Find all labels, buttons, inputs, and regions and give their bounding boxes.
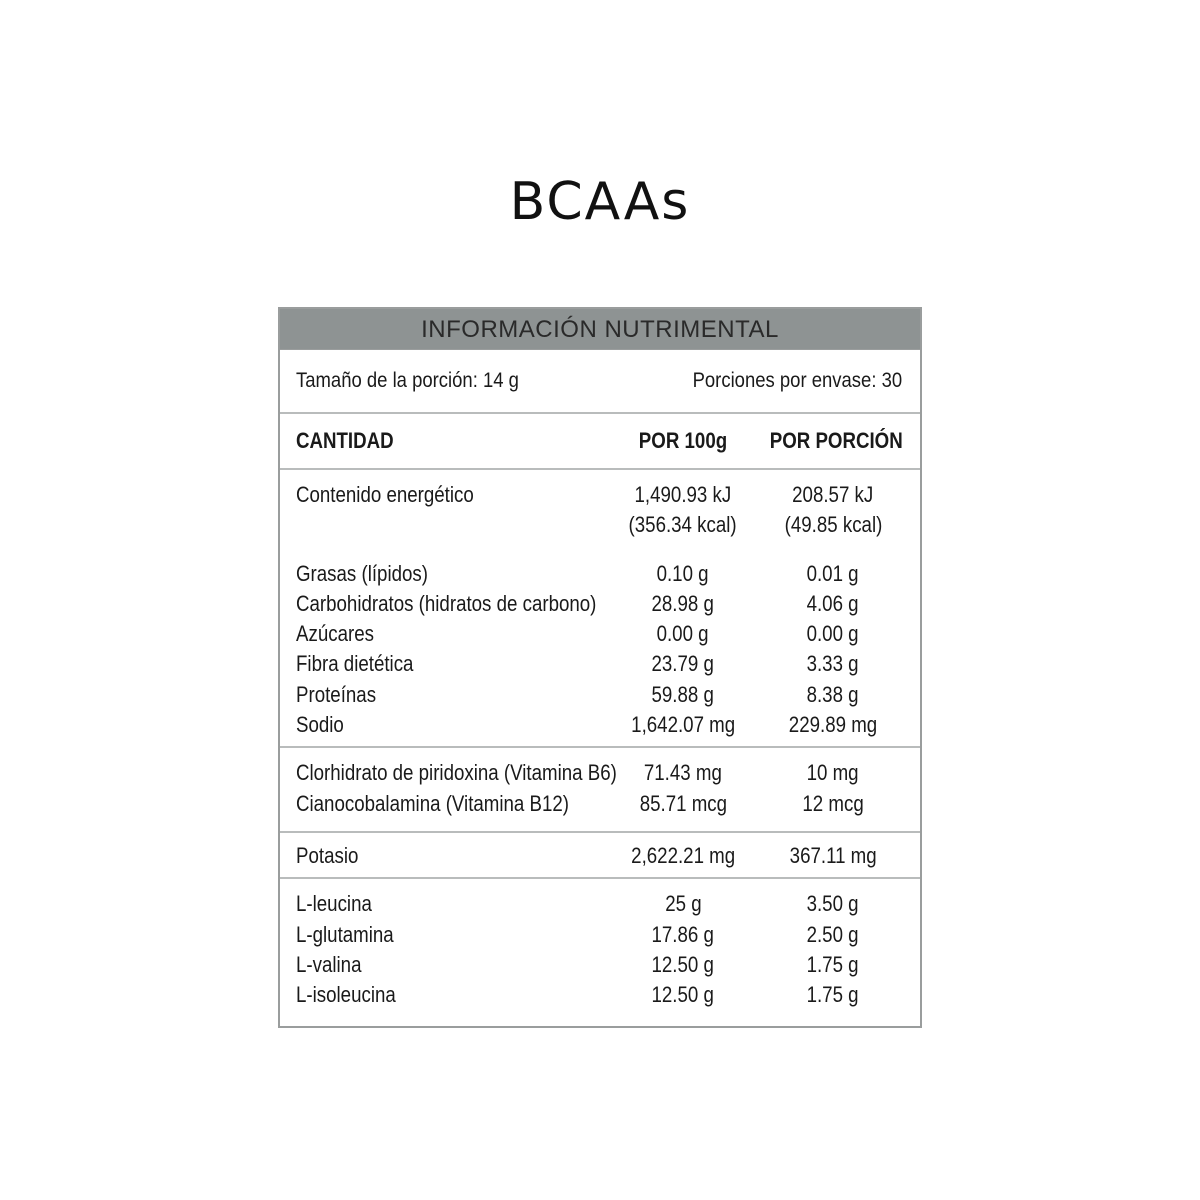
nutrient-name: Carbohidratos (hidratos de carbono) [296,590,597,616]
nutrient-row-potassium [280,841,920,871]
nutrient-row-carbohydrates [280,589,920,619]
energy-macros-section [280,470,920,748]
nutrient-per-serving: 2.50 g [806,921,859,947]
nutrient-per-serving: 8.38 g [806,681,859,707]
nutrient-row-l-glutamine [280,920,920,950]
nutrient-per-100g: 2,622.21 mg [631,842,735,868]
nutrient-row-l-valine [280,950,920,980]
nutrient-per-serving: 229.89 mg [788,712,878,738]
minerals-section [280,833,920,879]
serving-size: Tamaño de la porción: 14 g [296,369,519,392]
nutrient-name: Cianocobalamina (Vitamina B12) [296,790,570,816]
energy-per-100g-kj: 1,490.93 kJ [634,482,732,507]
nutrient-name: Potasio [296,842,359,868]
nutrient-per-serving: 0.00 g [806,621,859,647]
nutrient-per-serving: 1.75 g [806,951,859,977]
column-header-per-100g: POR 100g [638,428,728,453]
nutrient-per-serving: 367.11 mg [789,842,877,868]
energy-per-serving-kcal: (49.85 kcal) [784,512,882,538]
column-headers [280,414,920,470]
nutrient-row-fats [280,559,920,589]
energy-per-serving-kj: 208.57 kJ [792,482,874,507]
nutrient-row-sodium [280,710,920,740]
nutrient-per-100g: 12.50 g [651,951,715,977]
nutrient-name: Grasas (lípidos) [296,560,428,586]
nutrient-name: Contenido energético [296,482,474,507]
amino-acids-section [280,879,920,1026]
nutrient-per-100g: 0.10 g [656,560,709,586]
nutrient-per-100g: 71.43 mg [644,760,722,786]
nutrient-name: Clorhidrato de piridoxina (Vitamina B6) [296,760,617,786]
nutrient-per-serving: 0.01 g [806,560,859,586]
energy-row [280,480,920,541]
nutrient-row-vitamin-b6 [280,758,920,788]
nutrient-name: L-leucina [296,891,372,917]
nutrient-row-l-leucine [280,889,920,919]
column-header-per-serving: POR PORCIÓN [769,428,903,453]
serving-info [280,350,920,414]
nutrient-name: L-valina [296,951,362,977]
product-title: BCAAs [509,172,691,232]
nutrient-per-100g: 59.88 g [651,681,715,707]
nutrient-per-serving: 12 mcg [802,790,864,816]
nutrient-name: Fibra dietética [296,651,414,677]
nutrient-per-serving: 3.50 g [806,891,859,917]
nutrient-row-fiber [280,649,920,679]
nutrient-name: Azúcares [296,621,374,647]
nutrient-name: Proteínas [296,681,377,707]
nutrition-header: INFORMACIÓN NUTRIMENTAL [280,309,920,350]
nutrient-per-serving: 1.75 g [806,982,859,1008]
nutrient-row-sugars [280,619,920,649]
nutrient-name: L-isoleucina [296,982,396,1008]
nutrient-name: L-glutamina [296,921,394,947]
nutrient-per-100g: 17.86 g [651,921,715,947]
energy-per-100g-kcal: (356.34 kcal) [628,512,738,538]
nutrient-per-100g: 1,642.07 mg [631,712,735,738]
nutrient-per-100g: 25 g [664,891,702,917]
nutrient-per-100g: 85.71 mcg [639,790,727,816]
nutrient-per-serving: 3.33 g [806,651,859,677]
vitamins-section [280,748,920,833]
nutrient-per-serving: 10 mg [807,760,859,786]
servings-per-container: Porciones por envase: 30 [692,369,902,392]
nutrient-name: Sodio [296,712,344,738]
nutrient-row-vitamin-b12 [280,789,920,819]
nutrition-facts-table [278,307,922,1028]
nutrient-row-protein [280,680,920,710]
nutrient-per-100g: 28.98 g [651,590,715,616]
nutrient-row-l-isoleucine [280,980,920,1010]
nutrient-per-100g: 23.79 g [651,651,715,677]
nutrient-per-serving: 4.06 g [806,590,859,616]
nutrient-per-100g: 0.00 g [656,621,709,647]
column-header-amount: CANTIDAD [296,428,394,453]
nutrient-per-100g: 12.50 g [651,982,715,1008]
